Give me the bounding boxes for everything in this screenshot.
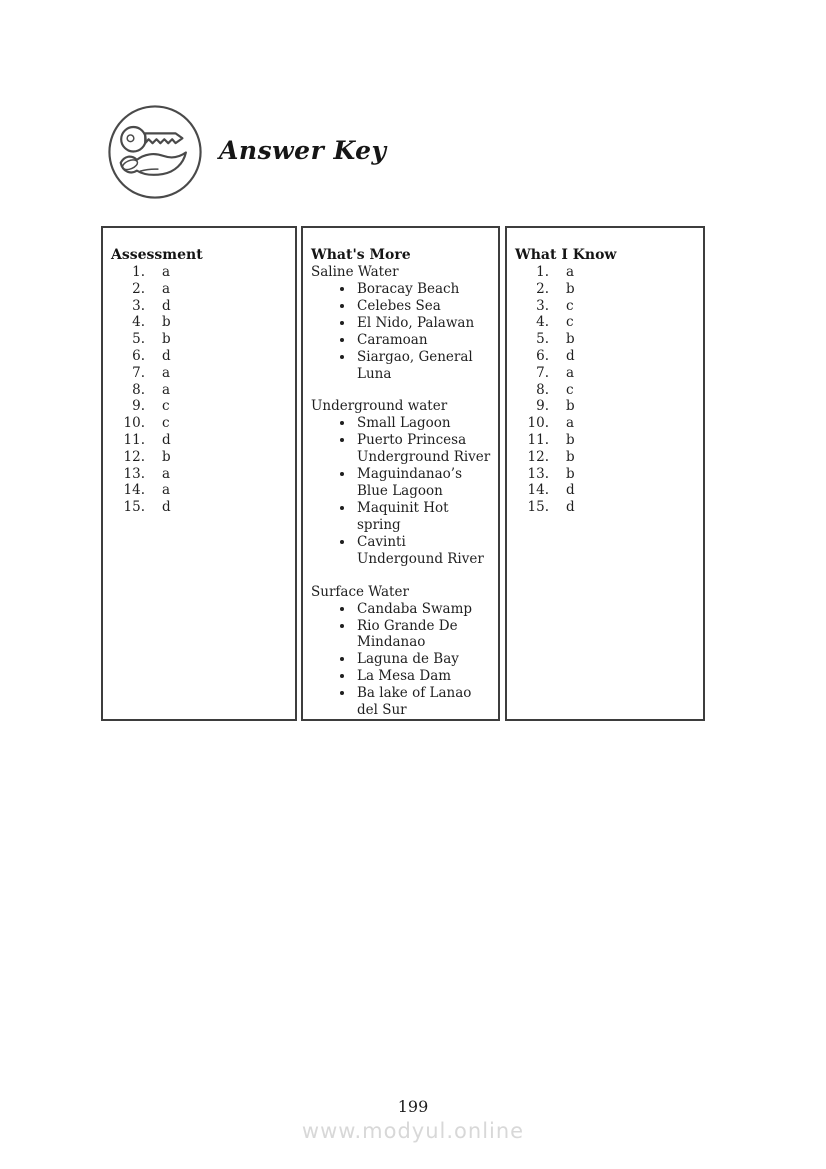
- answer-letter: c: [162, 398, 170, 415]
- page-number: 199: [397, 1097, 429, 1116]
- section-saline-water: [311, 264, 492, 382]
- answer-number: 1.: [132, 264, 145, 280]
- answer-number: 9.: [536, 398, 549, 415]
- answer-letter: a: [566, 264, 575, 280]
- answer-letter: b: [566, 465, 575, 482]
- answer-row: [111, 264, 289, 281]
- saline-water-list: [311, 281, 492, 382]
- answer-letter: a: [162, 364, 171, 381]
- answer-row: [515, 398, 697, 415]
- answer-letter: b: [162, 331, 171, 348]
- answer-letter: a: [566, 364, 575, 381]
- answer-letter: d: [162, 499, 171, 516]
- answer-row: [111, 382, 289, 399]
- answer-number: 11.: [527, 431, 549, 448]
- bullet-item: • Maquinit Hot spring: [355, 500, 492, 534]
- answer-letter: b: [566, 448, 575, 465]
- what-i-know-box: [505, 226, 705, 721]
- bullet-item: • Candaba Swamp: [355, 601, 492, 618]
- answer-row: [111, 432, 289, 449]
- answer-number: 8.: [536, 381, 549, 398]
- answer-row: [515, 298, 697, 315]
- answer-row: [111, 298, 289, 315]
- what-i-know-answer-list: [515, 264, 697, 516]
- answer-letter: a: [162, 482, 171, 499]
- answer-letter: b: [566, 398, 575, 415]
- surface-water-subheading: Surface Water: [311, 583, 409, 600]
- section-underground-water: [311, 398, 492, 567]
- answer-row: [515, 314, 697, 331]
- answer-row: [515, 331, 697, 348]
- answer-number: 14.: [527, 482, 549, 499]
- section-surface-water: [311, 584, 492, 719]
- bullet-item: • Laguna de Bay: [355, 651, 492, 668]
- bullet-item: • Boracay Beach: [355, 281, 492, 298]
- answer-number: 7.: [536, 364, 549, 381]
- answer-letter: a: [162, 280, 171, 297]
- answer-row: [111, 281, 289, 298]
- answer-row: [515, 281, 697, 298]
- answer-row: [515, 365, 697, 382]
- answer-row: [111, 331, 289, 348]
- answer-row: [515, 449, 697, 466]
- answer-number: 2.: [132, 280, 145, 297]
- what-i-know-heading: What I Know: [515, 247, 617, 263]
- watermark: www.modyul.online: [301, 1119, 525, 1143]
- bullet-item: • Siargao, General Luna: [355, 349, 492, 383]
- assessment-heading: Assessment: [111, 247, 203, 263]
- assessment-box: [101, 226, 297, 721]
- bullet-item: • Cavinti Undergound River: [355, 534, 492, 568]
- answer-number: 12.: [527, 448, 549, 465]
- answer-row: [111, 314, 289, 331]
- answer-row: [515, 264, 697, 281]
- answer-row: [515, 499, 697, 516]
- answer-letter: c: [162, 415, 170, 432]
- answer-letter: b: [566, 331, 575, 348]
- answer-letter: c: [566, 297, 574, 314]
- answer-number: 11.: [123, 431, 145, 448]
- page-title: Answer Key: [219, 136, 387, 165]
- bullet-item: • El Nido, Palawan: [355, 315, 492, 332]
- answer-letter: c: [566, 381, 574, 398]
- key-in-hand-icon: [106, 103, 204, 201]
- bullet-item: • Rio Grande De Mindanao: [355, 618, 492, 652]
- answer-number: 13.: [123, 465, 145, 482]
- answer-letter: a: [566, 415, 575, 432]
- answer-number: 6.: [132, 347, 145, 364]
- bullet-item: • Maguindanao’s Blue Lagoon: [355, 466, 492, 500]
- answer-number: 9.: [132, 398, 145, 415]
- answer-number: 10.: [527, 415, 549, 432]
- answer-number: 15.: [123, 499, 145, 516]
- answer-row: [111, 348, 289, 365]
- answer-number: 6.: [536, 347, 549, 364]
- answer-number: 13.: [527, 465, 549, 482]
- answer-row: [515, 415, 697, 432]
- answer-row: [111, 466, 289, 483]
- assessment-answer-list: [111, 264, 289, 516]
- bullet-item: • Caramoan: [355, 332, 492, 349]
- answer-number: 5.: [132, 331, 145, 348]
- underground-water-subheading: Underground water: [311, 398, 448, 415]
- answer-row: [515, 466, 697, 483]
- underground-water-list: [311, 415, 492, 567]
- whats-more-heading: What's More: [311, 247, 411, 263]
- bullet-item: • Ba lake of Lanao del Sur: [355, 685, 492, 719]
- answer-number: 4.: [536, 314, 549, 331]
- answer-number: 8.: [132, 381, 145, 398]
- answer-row: [515, 348, 697, 365]
- answer-row: [111, 415, 289, 432]
- answer-row: [111, 398, 289, 415]
- answer-letter: b: [566, 431, 575, 448]
- answer-letter: c: [566, 314, 574, 331]
- answer-letter: a: [162, 264, 171, 280]
- bullet-item: • Small Lagoon: [355, 415, 492, 432]
- answer-number: 3.: [536, 297, 549, 314]
- answer-letter: d: [162, 347, 171, 364]
- answer-letter: d: [162, 297, 171, 314]
- bullet-item: • Celebes Sea: [355, 298, 492, 315]
- answer-letter: d: [566, 347, 575, 364]
- answer-letter: a: [162, 381, 171, 398]
- answer-number: 3.: [132, 297, 145, 314]
- answer-row: [111, 482, 289, 499]
- whats-more-box: [301, 226, 500, 721]
- answer-number: 7.: [132, 364, 145, 381]
- answer-number: 1.: [536, 264, 549, 280]
- answer-row: [111, 449, 289, 466]
- answer-letter: d: [162, 431, 171, 448]
- answer-letter: a: [162, 465, 171, 482]
- bullet-item: • Puerto Princesa Underground River: [355, 432, 492, 466]
- answer-number: 2.: [536, 280, 549, 297]
- answer-row: [515, 382, 697, 399]
- answer-row: [111, 499, 289, 516]
- answer-number: 5.: [536, 331, 549, 348]
- surface-water-list: [311, 601, 492, 719]
- answer-letter: b: [162, 314, 171, 331]
- answer-letter: d: [566, 499, 575, 516]
- answer-number: 4.: [132, 314, 145, 331]
- answer-letter: b: [162, 448, 171, 465]
- saline-water-subheading: Saline Water: [311, 264, 399, 280]
- answer-letter: b: [566, 280, 575, 297]
- answer-number: 10.: [123, 415, 145, 432]
- answer-row: [515, 432, 697, 449]
- answer-number: 14.: [123, 482, 145, 499]
- bullet-item: • La Mesa Dam: [355, 668, 492, 685]
- answer-number: 15.: [527, 499, 549, 516]
- answer-row: [111, 365, 289, 382]
- answer-number: 12.: [123, 448, 145, 465]
- answer-row: [515, 482, 697, 499]
- answer-letter: d: [566, 482, 575, 499]
